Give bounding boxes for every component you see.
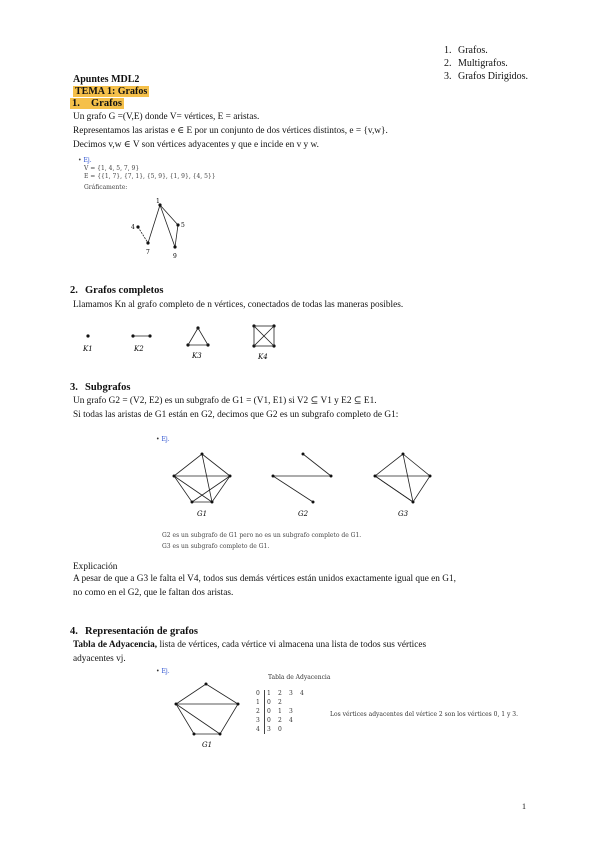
paragraph: Si todas las aristas de G1 están en G2, decimos que G2 es un subgrafo completo de G1: [73, 410, 399, 420]
table-row: 0 1 2 3 4 [256, 690, 304, 697]
example-block: • Ej. V = {1, 4, 5, 7, 9} E = {{1, 7}, {7, 1}, {5, 9}, {1, 9}, {4, 5}} Gráficamente: [78, 157, 216, 191]
subgraph-note: G3 es un subgrafo completo de G1. [162, 543, 270, 550]
subgraph-note: G2 es un subgrafo de G1 pero no es un subgrafo completo de G1. [162, 532, 362, 539]
svg-text:5: 5 [181, 222, 185, 229]
paragraph: Un grafo G =(V,E) donde V= vértices, E = aristas. [73, 112, 260, 122]
complete-graphs-figure [78, 318, 298, 366]
paragraph: Llamamos Kn al grafo completo de n vértices, conectados de todas las maneras posibles. [73, 300, 404, 310]
section-1-heading: 1. Grafos [72, 98, 122, 109]
svg-text:K1: K1 [83, 345, 93, 353]
toc-item[interactable]: 1. Grafos. [444, 45, 488, 56]
section-3-heading: 3. Subgrafos [70, 382, 131, 393]
toc-item[interactable]: 2. Multigrafos. [444, 58, 508, 69]
svg-text:G2: G2 [298, 510, 309, 518]
paragraph: Un grafo G2 = (V2, E2) es un subgrafo de G1 = (V1, E1) si V2 ⊆ V1 y E2 ⊆ E1. [73, 396, 377, 406]
svg-text:K4: K4 [258, 353, 268, 361]
page-number: 1 [522, 802, 526, 811]
example-label: • Ej. [156, 436, 170, 443]
section-2-heading: 2. Grafos completos [70, 285, 164, 296]
svg-text:K3: K3 [192, 352, 202, 360]
svg-text:7: 7 [146, 249, 150, 256]
table-row: 2 0 1 3 [256, 708, 293, 715]
svg-text:G1: G1 [202, 741, 213, 749]
explanation-title: Explicación [73, 562, 118, 572]
section-4-heading: 4. Representación de grafos [70, 626, 198, 637]
toc-item[interactable]: 3. Grafos Dirigidos. [444, 71, 528, 82]
paragraph: Decimos v,w ∈ V son vértices adyacentes y que e incide en v y w. [73, 140, 319, 150]
svg-text:9: 9 [173, 253, 177, 260]
svg-text:4: 4 [131, 224, 135, 231]
table-row: 4 3 0 [256, 726, 282, 733]
document-title: Apuntes MDL2 [73, 74, 140, 85]
tema-heading: TEMA 1: Grafos [75, 86, 148, 97]
svg-text:G3: G3 [398, 510, 409, 518]
svg-text:K2: K2 [134, 345, 144, 353]
paragraph: Representamos las aristas e ∈ E por un conjunto de dos vértices distintos, e = {v,w}. [73, 126, 388, 136]
table-divider [264, 690, 265, 734]
table-row: 1 0 2 [256, 699, 282, 706]
example-label: • Ej. [156, 668, 170, 675]
table-row: 3 0 2 4 [256, 717, 293, 724]
paragraph: adyacentes vj. [73, 654, 126, 664]
paragraph: A pesar de que a G3 le falta el V4, todos sus demás vértices están unidos exactamente igual que en G1, [73, 574, 456, 584]
subgraph-figure [160, 446, 440, 522]
table-title: Tabla de Adyacencia [268, 674, 331, 681]
svg-text:G1: G1 [197, 510, 208, 518]
svg-text:1: 1 [156, 198, 160, 205]
graph-s4 [162, 676, 252, 752]
table-of-contents [444, 44, 528, 83]
paragraph: no como en el G2, que le faltan dos aristas. [73, 588, 234, 598]
graph-s1 [120, 195, 200, 265]
paragraph: Tabla de Adyacencia, lista de vértices, cada vértice vi almacena una lista de todos sus vértices [73, 640, 427, 650]
table-note: Los vértices adyacentes del vértice 2 son los vértices 0, 1 y 3. [330, 711, 519, 718]
